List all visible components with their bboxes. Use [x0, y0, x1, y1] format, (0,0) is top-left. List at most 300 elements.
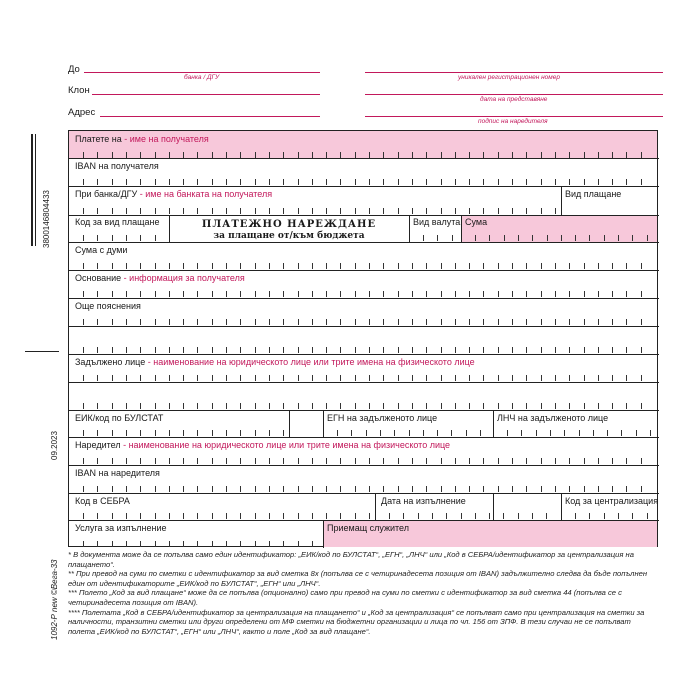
- comb-tick: [541, 347, 542, 353]
- comb-tick: [641, 319, 642, 325]
- comb-tick: [526, 263, 527, 269]
- comb-tick: [97, 291, 98, 297]
- comb-tick: [541, 458, 542, 464]
- comb-tick: [512, 486, 513, 492]
- comb-tick: [155, 458, 156, 464]
- comb-tick: [455, 291, 456, 297]
- comb-tick: [355, 291, 356, 297]
- comb-tick: [550, 430, 551, 436]
- comb-tick: [437, 430, 438, 436]
- comb-tick: [155, 513, 156, 519]
- comb-tick: [355, 263, 356, 269]
- comb-tick: [226, 430, 227, 436]
- comb-tick: [498, 458, 499, 464]
- comb-tick: [340, 375, 341, 381]
- comb-tick: [169, 403, 170, 409]
- amount-input[interactable]: [461, 234, 657, 241]
- comb-tick: [555, 458, 556, 464]
- comb-tick: [483, 403, 484, 409]
- comb-tick: [140, 375, 141, 381]
- comb-tick: [298, 347, 299, 353]
- comb-tick: [140, 486, 141, 492]
- comb-tick: [604, 235, 605, 241]
- comb-tick: [446, 513, 447, 519]
- comb-tick: [437, 235, 438, 241]
- comb-tick: [547, 235, 548, 241]
- comb-tick: [483, 347, 484, 353]
- comb-tick: [369, 513, 370, 519]
- comb-tick: [112, 152, 113, 158]
- comb-tick: [255, 513, 256, 519]
- iban-recipient-label: IBAN на получателя: [75, 161, 159, 171]
- egn-input[interactable]: [323, 429, 493, 436]
- pay-to-hint: име на получателя: [129, 134, 209, 144]
- comb-tick: [269, 319, 270, 325]
- comb-tick: [312, 319, 313, 325]
- comb-tick: [326, 513, 327, 519]
- comb-tick: [426, 375, 427, 381]
- comb-tick: [426, 458, 427, 464]
- comb-tick: [498, 403, 499, 409]
- print-date: 09.2023: [50, 431, 59, 460]
- comb-tick: [526, 179, 527, 185]
- comb-tick: [97, 541, 98, 547]
- signature-hint: подпис на наредителя: [478, 118, 548, 125]
- comb-tick: [97, 208, 98, 214]
- comb-tick: [126, 458, 127, 464]
- comb-tick: [97, 430, 98, 436]
- comb-tick: [555, 291, 556, 297]
- comb-tick: [398, 458, 399, 464]
- comb-tick: [403, 513, 404, 519]
- comb-tick: [351, 430, 352, 436]
- comb-tick: [298, 179, 299, 185]
- comb-tick: [626, 458, 627, 464]
- comb-tick: [426, 319, 427, 325]
- comb-tick: [541, 486, 542, 492]
- comb-tick: [183, 486, 184, 492]
- comb-tick: [398, 375, 399, 381]
- comb-tick: [380, 430, 381, 436]
- comb-tick: [598, 291, 599, 297]
- comb-tick: [512, 319, 513, 325]
- iban-orderer-label: IBAN на наредителя: [75, 468, 160, 478]
- comb-tick: [269, 152, 270, 158]
- comb-tick: [355, 403, 356, 409]
- more-input-2[interactable]: [69, 346, 657, 353]
- comb-tick: [598, 152, 599, 158]
- central-label: Код за централизация: [565, 496, 659, 506]
- comb-tick: [412, 152, 413, 158]
- currency-label: Вид валута: [413, 217, 461, 227]
- comb-tick: [169, 513, 170, 519]
- comb-tick: [555, 208, 556, 214]
- comb-tick: [555, 486, 556, 492]
- comb-tick: [283, 458, 284, 464]
- comb-tick: [383, 179, 384, 185]
- eik-label: ЕИК/код по БУЛСТАТ: [75, 413, 164, 423]
- comb-tick: [298, 513, 299, 519]
- obliged-input[interactable]: [69, 374, 657, 381]
- comb-tick: [426, 486, 427, 492]
- amount-words-label: Сума с думи: [75, 245, 128, 255]
- comb-tick: [169, 263, 170, 269]
- comb-tick: [283, 291, 284, 297]
- comb-tick: [355, 375, 356, 381]
- lnch-input[interactable]: [493, 429, 657, 436]
- comb-tick: [441, 375, 442, 381]
- payment-order-form: [68, 130, 658, 547]
- comb-tick: [155, 486, 156, 492]
- comb-tick: [226, 208, 227, 214]
- comb-tick: [112, 513, 113, 519]
- comb-tick: [212, 152, 213, 158]
- comb-tick: [183, 208, 184, 214]
- comb-tick: [269, 403, 270, 409]
- comb-tick: [426, 291, 427, 297]
- service-input[interactable]: [69, 540, 323, 547]
- comb-tick: [498, 263, 499, 269]
- comb-tick: [326, 486, 327, 492]
- comb-tick: [475, 235, 476, 241]
- orderer-input[interactable]: [69, 457, 657, 464]
- comb-tick: [526, 486, 527, 492]
- service-label: Услуга за изпълнение: [75, 523, 167, 533]
- comb-tick: [255, 375, 256, 381]
- comb-tick: [512, 263, 513, 269]
- comb-tick: [369, 263, 370, 269]
- comb-tick: [298, 458, 299, 464]
- comb-tick: [283, 319, 284, 325]
- comb-tick: [541, 179, 542, 185]
- comb-tick: [183, 430, 184, 436]
- address-line[interactable]: [100, 116, 320, 117]
- comb-tick: [626, 486, 627, 492]
- comb-tick: [426, 208, 427, 214]
- comb-tick: [283, 375, 284, 381]
- iban-orderer-input[interactable]: [69, 485, 657, 492]
- comb-tick: [512, 208, 513, 214]
- comb-tick: [255, 486, 256, 492]
- comb-tick: [475, 513, 476, 519]
- comb-tick: [326, 319, 327, 325]
- comb-tick: [355, 513, 356, 519]
- comb-tick: [526, 208, 527, 214]
- comb-tick: [97, 263, 98, 269]
- comb-tick: [112, 179, 113, 185]
- comb-tick: [212, 458, 213, 464]
- comb-tick: [546, 513, 547, 519]
- comb-tick: [126, 208, 127, 214]
- comb-tick: [140, 430, 141, 436]
- comb-tick: [394, 430, 395, 436]
- reg-number-hint: уникален регистрационен номер: [458, 74, 560, 81]
- branch-label: Клон: [68, 85, 90, 96]
- comb-tick: [383, 291, 384, 297]
- comb-tick: [197, 458, 198, 464]
- comb-tick: [97, 458, 98, 464]
- accepted-label: Приемащ служител: [327, 523, 409, 533]
- comb-tick: [97, 152, 98, 158]
- comb-tick: [326, 152, 327, 158]
- comb-tick: [169, 291, 170, 297]
- comb-tick: [197, 291, 198, 297]
- comb-tick: [140, 403, 141, 409]
- comb-tick: [398, 208, 399, 214]
- comb-tick: [418, 513, 419, 519]
- comb-tick: [83, 152, 84, 158]
- comb-tick: [240, 291, 241, 297]
- comb-tick: [626, 375, 627, 381]
- comb-tick: [512, 291, 513, 297]
- comb-tick: [97, 375, 98, 381]
- comb-tick: [369, 486, 370, 492]
- comb-tick: [140, 319, 141, 325]
- sebra-input[interactable]: [69, 512, 375, 519]
- comb-tick: [412, 403, 413, 409]
- comb-tick: [255, 541, 256, 547]
- comb-tick: [269, 179, 270, 185]
- comb-tick: [423, 430, 424, 436]
- comb-tick: [355, 319, 356, 325]
- comb-tick: [155, 179, 156, 185]
- comb-tick: [112, 235, 113, 241]
- comb-tick: [541, 375, 542, 381]
- comb-tick: [641, 375, 642, 381]
- comb-tick: [83, 347, 84, 353]
- comb-tick: [641, 263, 642, 269]
- form-code: 1092-Р new ©Вега-33: [50, 559, 59, 640]
- comb-tick: [612, 375, 613, 381]
- reason-input[interactable]: [69, 290, 657, 297]
- comb-tick: [398, 152, 399, 158]
- comb-tick: [326, 208, 327, 214]
- comb-tick: [512, 403, 513, 409]
- comb-tick: [589, 513, 590, 519]
- comb-tick: [240, 319, 241, 325]
- comb-tick: [526, 152, 527, 158]
- comb-tick: [612, 152, 613, 158]
- comb-tick: [526, 347, 527, 353]
- comb-tick: [461, 513, 462, 519]
- comb-tick: [326, 263, 327, 269]
- to-line[interactable]: [84, 72, 320, 73]
- comb-tick: [641, 403, 642, 409]
- comb-tick: [441, 486, 442, 492]
- comb-tick: [498, 291, 499, 297]
- comb-tick: [598, 375, 599, 381]
- comb-tick: [483, 208, 484, 214]
- comb-tick: [426, 152, 427, 158]
- comb-tick: [555, 347, 556, 353]
- comb-tick: [140, 152, 141, 158]
- comb-tick: [483, 152, 484, 158]
- comb-tick: [212, 403, 213, 409]
- comb-tick: [612, 179, 613, 185]
- comb-tick: [489, 513, 490, 519]
- comb-tick: [409, 430, 410, 436]
- comb-tick: [650, 430, 651, 436]
- comb-tick: [155, 152, 156, 158]
- comb-tick: [240, 152, 241, 158]
- comb-tick: [369, 291, 370, 297]
- reg-number-line[interactable]: [365, 72, 663, 73]
- comb-tick: [541, 208, 542, 214]
- comb-tick: [579, 430, 580, 436]
- comb-tick: [455, 375, 456, 381]
- comb-tick: [283, 430, 284, 436]
- more-input[interactable]: [69, 318, 657, 325]
- comb-tick: [598, 486, 599, 492]
- comb-tick: [155, 208, 156, 214]
- comb-tick: [112, 430, 113, 436]
- comb-tick: [647, 235, 648, 241]
- more-label: Още пояснения: [75, 301, 141, 311]
- comb-tick: [155, 347, 156, 353]
- amount-label: Сума: [465, 217, 488, 227]
- comb-tick: [312, 513, 313, 519]
- comb-tick: [312, 179, 313, 185]
- comb-tick: [555, 319, 556, 325]
- comb-tick: [255, 403, 256, 409]
- comb-tick: [83, 319, 84, 325]
- comb-tick: [455, 486, 456, 492]
- comb-tick: [312, 208, 313, 214]
- comb-tick: [441, 403, 442, 409]
- comb-tick: [647, 513, 648, 519]
- comb-tick: [383, 208, 384, 214]
- comb-tick: [469, 458, 470, 464]
- iban-recipient-input[interactable]: [69, 178, 657, 185]
- comb-tick: [569, 263, 570, 269]
- comb-tick: [598, 458, 599, 464]
- comb-tick: [455, 179, 456, 185]
- comb-tick: [183, 513, 184, 519]
- comb-tick: [612, 319, 613, 325]
- comb-tick: [441, 179, 442, 185]
- comb-tick: [412, 291, 413, 297]
- comb-tick: [169, 458, 170, 464]
- comb-tick: [512, 179, 513, 185]
- comb-tick: [337, 430, 338, 436]
- comb-tick: [269, 430, 270, 436]
- comb-tick: [97, 347, 98, 353]
- comb-tick: [589, 235, 590, 241]
- comb-tick: [412, 375, 413, 381]
- comb-tick: [618, 513, 619, 519]
- comb-tick: [632, 513, 633, 519]
- comb-tick: [498, 319, 499, 325]
- comb-tick: [126, 319, 127, 325]
- comb-tick: [169, 179, 170, 185]
- comb-tick: [226, 263, 227, 269]
- footnote-2: ** При превод на суми по сметки с идентификатор за вид сметка 8х (попълва се с четиринадесета позиция от IBAN) задължително следва да бъде попълнен един от идентификаторите „ЕИК/код по БУЛСТАТ“, „ЕГН“ или „ЛНЧ“.: [68, 569, 648, 588]
- comb-tick: [140, 458, 141, 464]
- comb-tick: [626, 291, 627, 297]
- comb-tick: [183, 403, 184, 409]
- comb-tick: [498, 179, 499, 185]
- comb-tick: [389, 513, 390, 519]
- comb-tick: [140, 235, 141, 241]
- comb-tick: [255, 152, 256, 158]
- eik-input[interactable]: [69, 429, 289, 436]
- comb-tick: [498, 375, 499, 381]
- comb-tick: [226, 513, 227, 519]
- comb-tick: [298, 541, 299, 547]
- exec-date-input[interactable]: [375, 512, 561, 519]
- comb-tick: [584, 458, 585, 464]
- pay-to-input[interactable]: [69, 151, 657, 158]
- footnote-1: * В документа може да се попълва само един идентификатор: „ЕИК/код по БУЛСТАТ“, „ЕГН“, „ЛНЧ“ или „Код в СЕБРА/идентификатор за централизация на плащането“.: [68, 550, 634, 569]
- bank-input[interactable]: [69, 207, 561, 214]
- comb-tick: [140, 513, 141, 519]
- comb-tick: [255, 291, 256, 297]
- comb-tick: [355, 458, 356, 464]
- comb-tick: [340, 319, 341, 325]
- comb-tick: [283, 541, 284, 547]
- comb-tick: [312, 541, 313, 547]
- amount-words-input[interactable]: [69, 262, 657, 269]
- comb-tick: [283, 152, 284, 158]
- comb-tick: [155, 319, 156, 325]
- branch-line[interactable]: [92, 94, 320, 95]
- comb-tick: [255, 208, 256, 214]
- comb-tick: [83, 291, 84, 297]
- submit-date-line[interactable]: [365, 94, 663, 95]
- orderer-label: Наредител - наименование на юридическото лице или трите имена на физическото лице: [75, 440, 451, 450]
- comb-tick: [140, 263, 141, 269]
- comb-tick: [226, 375, 227, 381]
- comb-tick: [83, 403, 84, 409]
- comb-tick: [169, 430, 170, 436]
- comb-tick: [340, 403, 341, 409]
- comb-tick: [340, 179, 341, 185]
- comb-tick: [512, 375, 513, 381]
- comb-tick: [112, 291, 113, 297]
- comb-tick: [584, 291, 585, 297]
- comb-tick: [255, 179, 256, 185]
- comb-tick: [312, 347, 313, 353]
- comb-tick: [112, 375, 113, 381]
- comb-tick: [126, 152, 127, 158]
- comb-tick: [112, 541, 113, 547]
- comb-tick: [155, 430, 156, 436]
- comb-tick: [469, 152, 470, 158]
- comb-tick: [369, 375, 370, 381]
- submit-date-hint: дата на представяне: [480, 96, 548, 103]
- comb-tick: [383, 375, 384, 381]
- central-input[interactable]: [561, 512, 657, 519]
- comb-tick: [426, 347, 427, 353]
- code-type-input[interactable]: [69, 234, 169, 241]
- comb-tick: [584, 152, 585, 158]
- obliged-label: Задължено лице - наименование на юридическото лице или трите имена на физическото лице: [75, 357, 475, 367]
- obliged-input-2[interactable]: [69, 402, 657, 409]
- comb-tick: [298, 375, 299, 381]
- comb-tick: [255, 263, 256, 269]
- comb-tick: [197, 263, 198, 269]
- currency-input[interactable]: [409, 234, 461, 241]
- comb-tick: [269, 347, 270, 353]
- signature-line[interactable]: [365, 116, 663, 117]
- comb-tick: [569, 458, 570, 464]
- comb-tick: [155, 541, 156, 547]
- comb-tick: [584, 263, 585, 269]
- comb-tick: [240, 513, 241, 519]
- comb-tick: [126, 513, 127, 519]
- comb-tick: [398, 263, 399, 269]
- comb-tick: [226, 541, 227, 547]
